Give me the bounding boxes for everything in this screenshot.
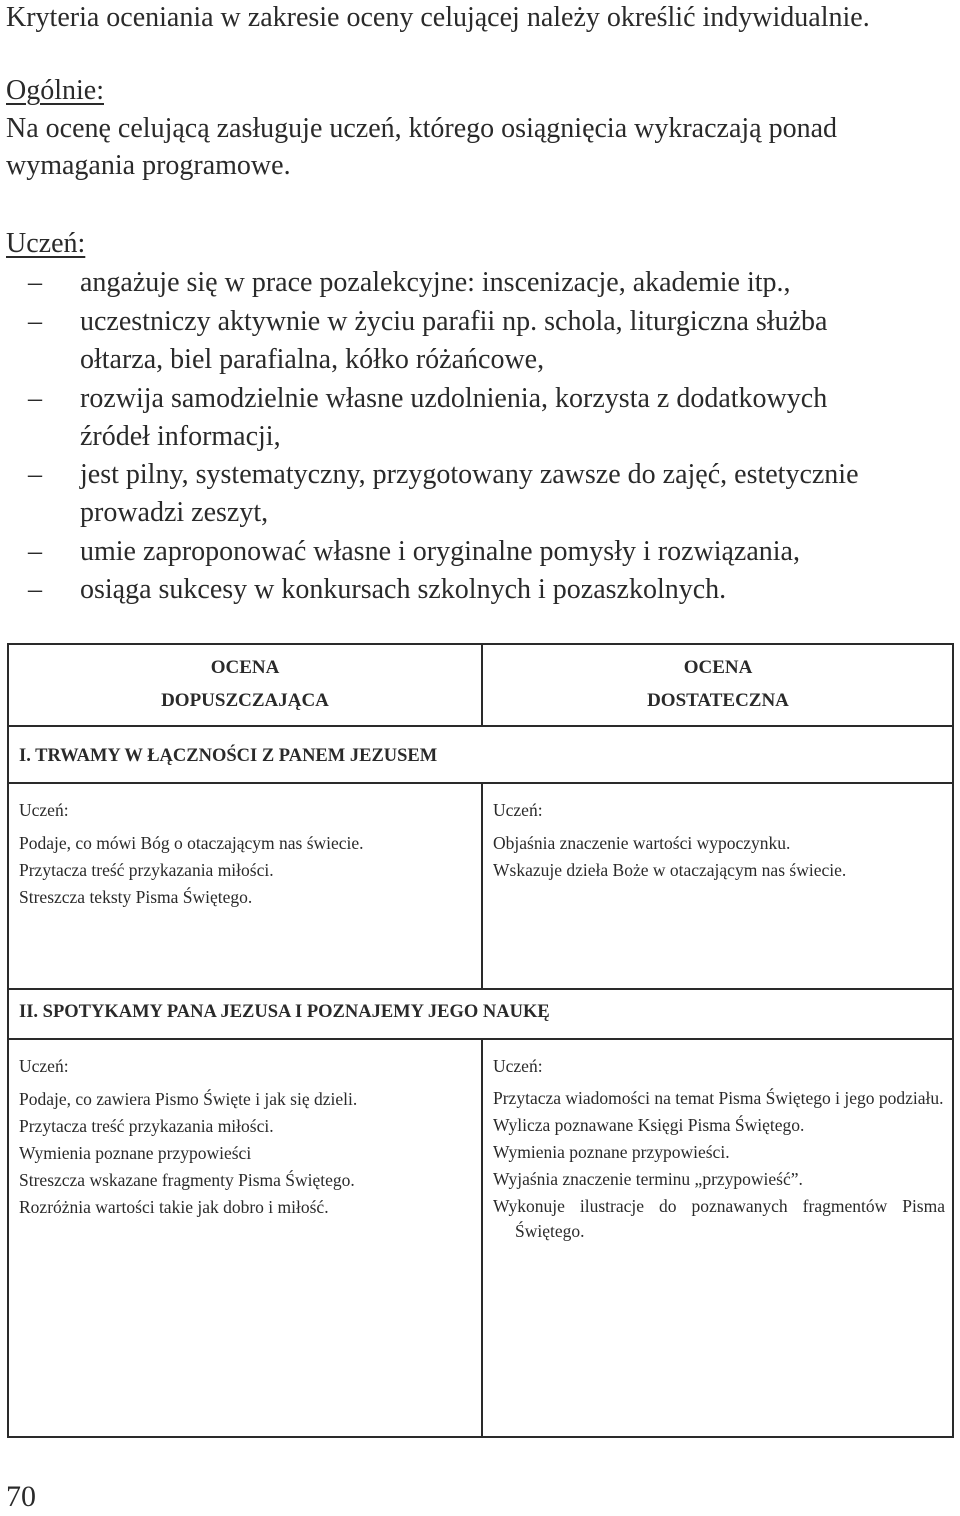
- criterion: Wykonuje ilustracje do poznawanych fragmentów Pisma Świętego.: [493, 1196, 945, 1241]
- section-title: II. SPOTYKAMY PANA JEZUSA I POZNAJEMY JEGO NAUKĘ: [19, 1002, 550, 1022]
- header-line: DOSTATECZNA: [647, 690, 789, 711]
- criterion: Przytacza treść przykazania miłości.: [19, 1116, 274, 1136]
- criterion: Przytacza treść przykazania miłości.: [19, 860, 274, 880]
- general-text: wymagania programowe.: [6, 150, 291, 181]
- list-item-continuation: ołtarza, biel parafialna, kółko różańcowe,: [80, 344, 545, 375]
- student-label: Uczeń:: [19, 800, 69, 820]
- criterion: Rozróżnia wartości takie jak dobro i miłość.: [19, 1197, 329, 1217]
- header-line: DOPUSZCZAJĄCA: [161, 690, 329, 711]
- criterion: Streszcza wskazane fragmenty Pisma Świętego.: [19, 1170, 355, 1190]
- column-divider: [481, 1038, 483, 1438]
- list-item: osiąga sukcesy w konkursach szkolnych i pozaszkolnych.: [80, 574, 727, 605]
- intro-line: Kryteria oceniania w zakresie oceny celującej należy określić indywidualnie.: [6, 2, 870, 33]
- general-text: Na ocenę celującą zasługuje uczeń, którego osiągnięcia wykraczają ponad: [6, 113, 838, 144]
- list-dash: –: [28, 459, 42, 490]
- column-divider: [481, 645, 483, 726]
- criterion: Wymienia poznane przypowieści.: [493, 1142, 730, 1162]
- criterion: Wyjaśnia znaczenie terminu „przypowieść”.: [493, 1169, 803, 1189]
- list-dash: –: [28, 574, 42, 605]
- criterion: Streszcza teksty Pisma Świętego.: [19, 887, 253, 907]
- row-divider: [9, 988, 952, 990]
- list-item: angażuje się w prace pozalekcyjne: inscenizacje, akademie itp.,: [80, 267, 791, 298]
- general-heading: Ogólnie:: [6, 75, 104, 106]
- list-item-continuation: prowadzi zeszyt,: [80, 497, 269, 528]
- list-item: jest pilny, systematyczny, przygotowany zawsze do zajęć, estetycznie: [80, 459, 859, 490]
- header-line: OCENA: [210, 657, 280, 678]
- criterion: Wskazuje dzieła Boże w otaczającym nas świecie.: [493, 860, 847, 880]
- section1-left-cell: [19, 797, 469, 911]
- criterion: Podaje, co mówi Bóg o otaczającym nas świecie.: [19, 833, 364, 853]
- header-line: OCENA: [683, 657, 753, 678]
- section2-right-cell: [493, 1053, 945, 1246]
- right-column-header: [483, 651, 953, 717]
- criterion: Objaśnia znaczenie wartości wypoczynku.: [493, 833, 791, 853]
- section-title: I. TRWAMY W ŁĄCZNOŚCI Z PANEM JEZUSEM: [19, 746, 438, 766]
- student-label: Uczeń:: [493, 1056, 543, 1076]
- row-divider: [9, 725, 952, 727]
- criterion: Wylicza poznawane Księgi Pisma Świętego.: [493, 1115, 805, 1135]
- list-dash: –: [28, 536, 42, 567]
- criterion: Wymienia poznane przypowieści: [19, 1143, 252, 1163]
- grading-table: [7, 643, 954, 1438]
- list-item-continuation: źródeł informacji,: [80, 421, 281, 452]
- list-dash: –: [28, 267, 42, 298]
- criterion: Podaje, co zawiera Pismo Święte i jak się dzieli.: [19, 1089, 358, 1109]
- section2-left-cell: [19, 1053, 471, 1221]
- list-item: rozwija samodzielnie własne uzdolnienia, korzysta z dodatkowych: [80, 383, 828, 414]
- section1-right-cell: [493, 797, 945, 884]
- column-divider: [481, 782, 483, 989]
- left-column-header: [9, 651, 481, 717]
- student-label: Uczeń:: [493, 800, 543, 820]
- list-item: uczestniczy aktywnie w życiu parafii np. schola, liturgiczna służba: [80, 306, 828, 337]
- list-dash: –: [28, 383, 42, 414]
- list-dash: –: [28, 306, 42, 337]
- criterion: Przytacza wiadomości na temat Pisma Świętego i jego podziału.: [493, 1088, 944, 1108]
- student-label: Uczeń:: [19, 1056, 69, 1076]
- student-heading: Uczeń:: [6, 228, 86, 259]
- list-item: umie zaproponować własne i oryginalne pomysły i rozwiązania,: [80, 536, 800, 567]
- page-number: 70: [6, 1480, 36, 1513]
